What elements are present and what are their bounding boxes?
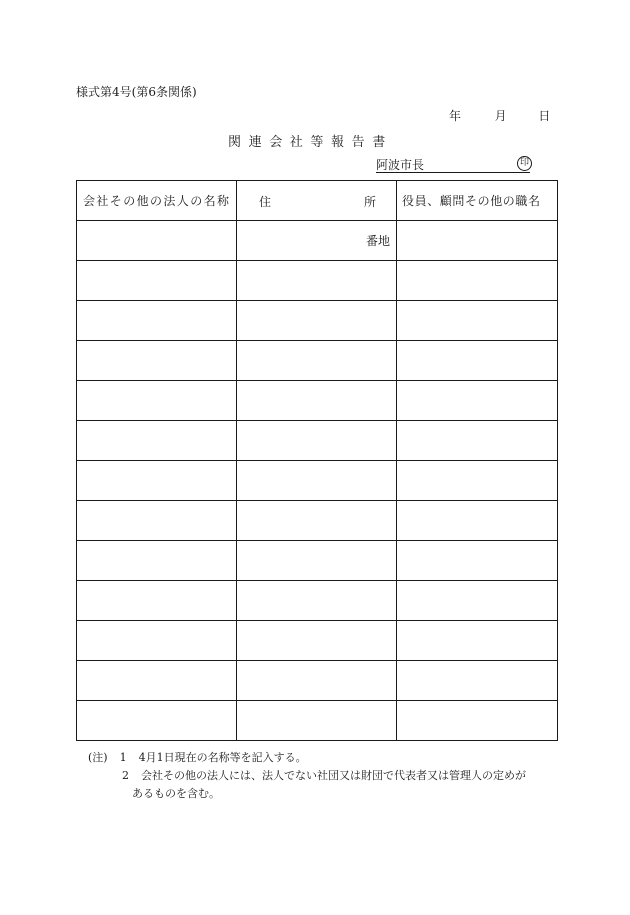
column-header-address (237, 181, 397, 221)
address-cell[interactable] (237, 461, 397, 501)
position-cell[interactable] (397, 381, 558, 421)
seal-mark-icon: 印 (517, 156, 532, 171)
company-name-cell[interactable] (77, 221, 237, 261)
note-item-2-continued (88, 785, 526, 803)
address-cell[interactable] (237, 261, 397, 301)
position-cell[interactable] (397, 621, 558, 661)
company-name-cell[interactable] (77, 621, 237, 661)
table-row (77, 221, 558, 261)
company-name-cell[interactable] (77, 301, 237, 341)
address-cell[interactable] (237, 421, 397, 461)
addressee-line (376, 156, 530, 173)
note-2-number: 2 (122, 769, 129, 782)
note-item-2 (88, 767, 526, 785)
note-item-1 (88, 749, 526, 767)
address-cell[interactable] (237, 661, 397, 701)
form-number: 様式第4号(第6条関係) (76, 85, 197, 99)
note-1-text: 4月1日現在の名称等を記入する。 (138, 751, 307, 764)
company-name-cell[interactable] (77, 501, 237, 541)
date-line (449, 107, 550, 124)
report-table (76, 180, 558, 741)
date-year: 年 (449, 109, 462, 123)
column-header-position: 役員、顧問その他の職名 (397, 181, 558, 221)
table-row (77, 461, 558, 501)
notes-label: (注) (88, 751, 108, 764)
note-2-text-line1: 会社その他の法人には、法人でない社団又は財団で代表者又は管理人の定めが (141, 769, 526, 782)
table-row (77, 421, 558, 461)
column-header-company-name: 会社その他の法人の名称 (77, 181, 237, 221)
address-cell[interactable] (237, 541, 397, 581)
company-name-cell[interactable] (77, 381, 237, 421)
column-header-address-right: 所 (363, 195, 376, 209)
address-cell[interactable] (237, 341, 397, 381)
position-cell[interactable] (397, 501, 558, 541)
address-cell[interactable] (237, 581, 397, 621)
column-header-address-left: 住 (259, 195, 272, 209)
company-name-cell[interactable] (77, 541, 237, 581)
company-name-cell[interactable] (77, 421, 237, 461)
table-row (77, 581, 558, 621)
company-name-cell[interactable] (77, 701, 237, 741)
table-row (77, 261, 558, 301)
position-cell[interactable] (397, 461, 558, 501)
company-name-cell[interactable] (77, 461, 237, 501)
note-1-number: 1 (119, 751, 127, 764)
document-title: 関連会社等報告書 (228, 135, 393, 150)
address-cell[interactable] (237, 621, 397, 661)
position-cell[interactable] (397, 341, 558, 381)
address-cell[interactable] (237, 301, 397, 341)
notes-section (88, 749, 526, 803)
address-cell[interactable] (237, 221, 397, 261)
table-row (77, 501, 558, 541)
date-day: 日 (538, 109, 551, 123)
company-name-cell[interactable] (77, 661, 237, 701)
table-header-row (77, 181, 558, 221)
position-cell[interactable] (397, 261, 558, 301)
table-row (77, 341, 558, 381)
position-cell[interactable] (397, 661, 558, 701)
position-cell[interactable] (397, 581, 558, 621)
table-row (77, 621, 558, 661)
table-body (77, 221, 558, 741)
address-cell[interactable] (237, 701, 397, 741)
address-cell[interactable] (237, 381, 397, 421)
company-name-cell[interactable] (77, 581, 237, 621)
table-row (77, 541, 558, 581)
company-name-cell[interactable] (77, 261, 237, 301)
date-month: 月 (494, 109, 507, 123)
address-cell[interactable] (237, 501, 397, 541)
company-name-cell[interactable] (77, 341, 237, 381)
position-cell[interactable] (397, 421, 558, 461)
table-row (77, 381, 558, 421)
address-suffix: 番地 (365, 234, 390, 248)
note-2-text-line2: あるものを含む。 (132, 787, 220, 800)
position-cell[interactable] (397, 541, 558, 581)
table-row (77, 661, 558, 701)
table-row (77, 701, 558, 741)
position-cell[interactable] (397, 301, 558, 341)
table-row (77, 301, 558, 341)
addressee-name: 阿波市長 (376, 158, 425, 172)
position-cell[interactable] (397, 701, 558, 741)
position-cell[interactable] (397, 221, 558, 261)
